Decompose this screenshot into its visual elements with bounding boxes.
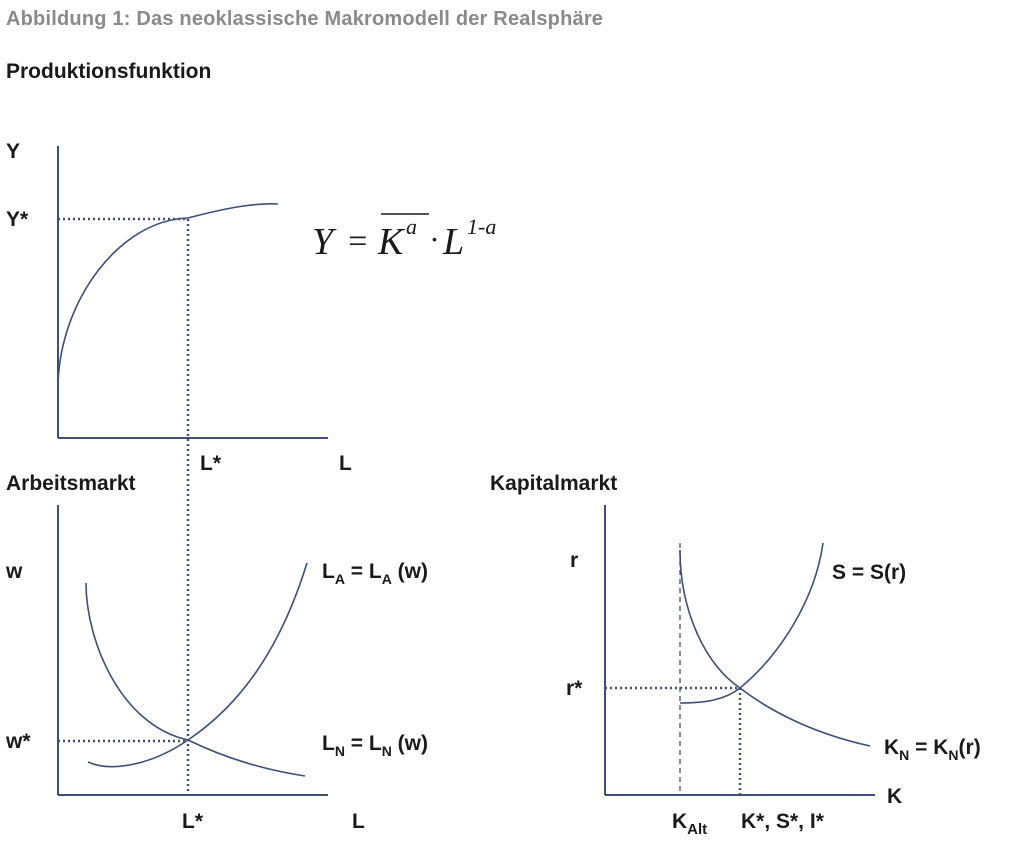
production-panel [6,140,496,795]
capital-market-panel [566,505,981,838]
capital-demand-label: $K_N = K_N(r)$ [884,736,981,763]
formula-l: L [443,221,465,263]
section-production: Produktionsfunktion [6,60,212,83]
savings-label: S = S(r) [832,561,907,584]
k-alt-label: $K_{Alt}$ [672,810,708,838]
production-y-axis-label: Y [6,140,21,163]
labor-supply-curve [88,563,307,767]
section-capital-market: Kapitalmarkt [490,472,618,495]
r-star-label: r* [566,677,583,700]
formula-l-exponent: 1-a [467,214,497,239]
labor-market-panel [5,505,428,833]
formula-y: Y [312,221,334,263]
labor-x-axis-label: L [352,810,365,833]
formula-k: K [378,221,404,263]
production-l-star-label: L* [200,452,221,475]
savings-curve [680,543,823,703]
production-curve [58,204,278,385]
labor-demand-curve [86,583,305,776]
capital-x-axis-label: K [887,785,903,808]
capital-y-axis-label: r [570,549,579,572]
labor-l-star-label: L* [182,810,203,833]
w-star-label: w* [6,730,31,753]
formula-dot: · [430,221,438,257]
k-star-label: K*, S*, I* [741,810,824,833]
labor-supply-label: $L_A = L_A$ (w) [322,560,428,587]
production-formula [312,214,496,263]
formula-k-exponent: a [406,214,417,239]
labor-demand-label: $L_N = L_N$ (w) [322,732,428,759]
labor-y-axis-label: w [6,560,23,583]
figure-title: Abbildung 1: Das neoklassische Makromodell der Realsphäre [6,8,604,30]
y-star-label: Y* [6,208,29,231]
production-x-axis-label: L [339,452,352,475]
formula-equals: = [346,223,369,260]
section-labor-market: Arbeitsmarkt [6,472,136,495]
